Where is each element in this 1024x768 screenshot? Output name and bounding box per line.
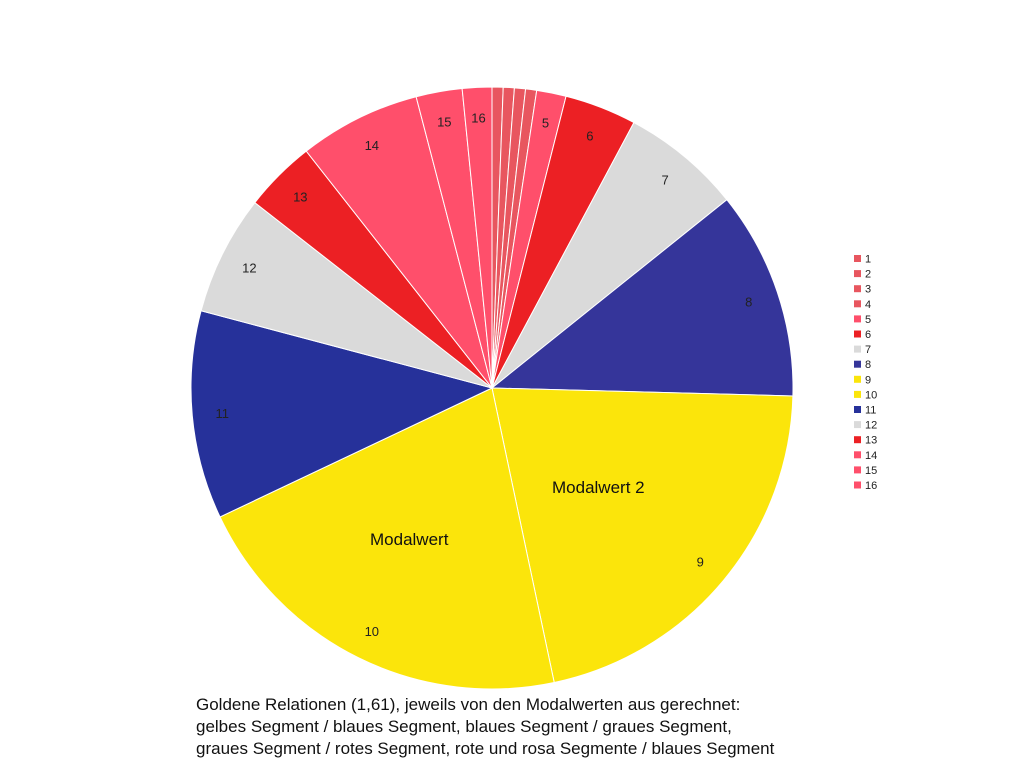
slice-label-14: 14 [364,138,380,154]
legend-swatch-14 [854,451,861,458]
legend-swatch-3 [854,285,861,292]
caption-line-2: gelbes Segment / blaues Segment, blaues Segment / graues Segment, [196,717,732,736]
legend-swatch-7 [854,346,861,353]
annotation-modalwert-2: Modalwert 2 [552,478,645,497]
legend-label-3: 3 [865,283,872,296]
slice-label-6: 6 [586,128,594,144]
legend-label-12: 12 [865,419,878,432]
legend-swatch-4 [854,300,861,307]
legend-label-6: 6 [865,329,872,341]
pie-slices [191,87,793,689]
caption [196,694,956,760]
legend-swatch-6 [854,331,861,338]
legend-swatch-5 [854,315,861,322]
slice-label-12: 12 [242,260,257,276]
legend-swatch-13 [854,436,861,443]
legend-label-9: 9 [865,374,872,387]
slice-label-8: 8 [745,294,753,310]
legend-label-5: 5 [865,313,872,326]
legend-label-11: 11 [865,404,877,417]
slice-label-9: 9 [696,554,704,570]
legend [854,254,877,493]
legend-swatch-9 [854,376,861,383]
caption-line-1: Goldene Relationen (1,61), jeweils von den Modalwerten aus gerechnet: [196,695,741,714]
legend-swatch-11 [854,406,861,413]
legend-label-1: 1 [865,253,872,266]
legend-swatch-16 [854,482,861,489]
legend-swatch-10 [854,391,861,398]
legend-swatch-2 [854,270,861,277]
caption-line-3: graues Segment / rotes Segment, rote und rosa Segmente / blaues Segment [196,739,775,758]
slice-label-10: 10 [364,623,380,639]
legend-label-10: 10 [865,389,878,402]
slice-label-15: 15 [437,114,452,130]
slice-label-11: 11 [215,405,229,421]
legend-swatch-1 [854,255,861,262]
legend-swatch-12 [854,421,861,428]
legend-label-13: 13 [865,434,878,447]
legend-swatch-8 [854,361,861,368]
slice-label-5: 5 [541,115,550,131]
legend-label-16: 16 [865,480,878,492]
legend-label-4: 4 [865,298,872,311]
annotation-modalwert: Modalwert [370,530,449,549]
slice-label-16: 16 [471,110,486,126]
legend-label-14: 14 [865,449,878,462]
legend-label-15: 15 [865,464,878,477]
legend-swatch-15 [854,466,861,473]
legend-label-8: 8 [865,359,872,372]
slice-label-7: 7 [661,172,669,188]
legend-label-7: 7 [865,344,872,357]
slice-label-13: 13 [293,189,308,205]
legend-label-2: 2 [865,268,872,281]
